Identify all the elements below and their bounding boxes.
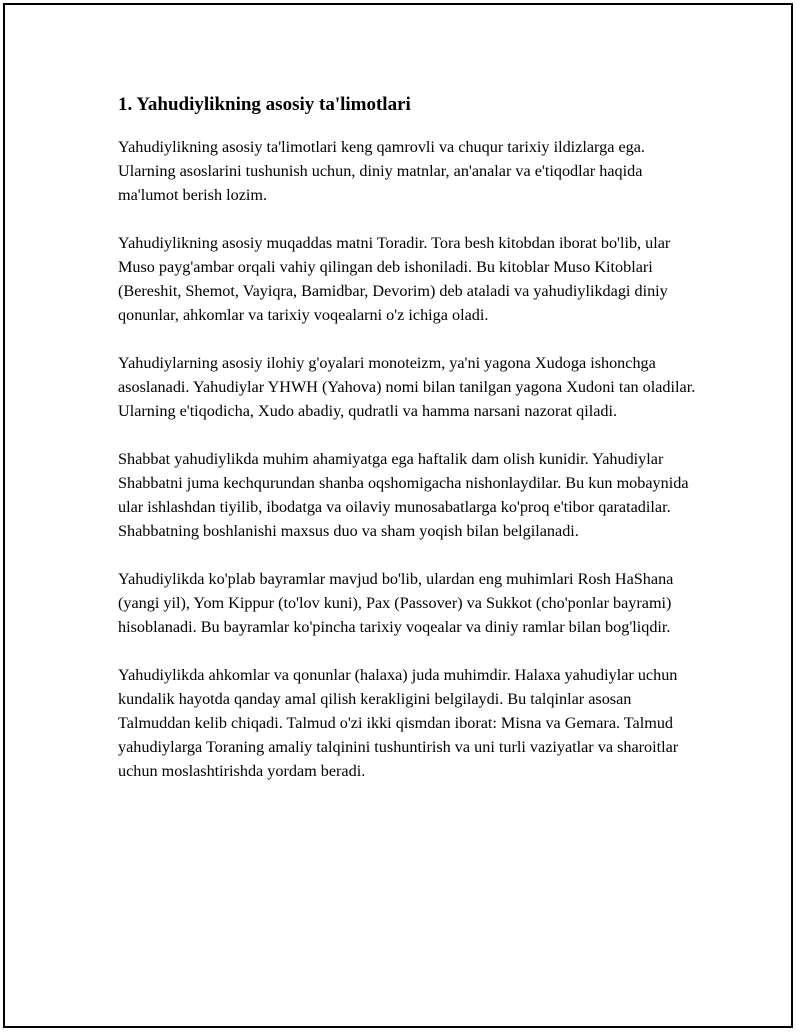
document-body bbox=[118, 92, 698, 807]
paragraph-tora: Yahudiylikning asosiy muqaddas matni Toradir. Tora besh kitobdan iborat bo'lib, ular Muso payg'ambar orqali vahiy qilingan deb ishoniladi. Bu kitoblar Muso Kitoblari (Bereshit, Shemot, Vayiqra, Bamidbar, Devorim) deb ataladi va yahudiylikdagi diniy qonunlar, ahkomlar va tarixiy voqealarni o'z ichiga oladi. bbox=[118, 234, 671, 324]
paragraph-monotheism: Yahudiylarning asosiy ilohiy g'oyalari monoteizm, ya'ni yagona Xudoga ishonchga asoslanadi. Yahudiylar YHWH (Yahova) nomi bilan tanilgan yagona Xudoni tan oladilar. Ularning e'tiqodicha, Xudo abadiy, qudratli va hamma narsani nazorat qiladi. bbox=[118, 354, 696, 420]
paragraph-shabbat: Shabbat yahudiylikda muhim ahamiyatga ega haftalik dam olish kunidir. Yahudiylar Shabbatni juma kechqurundan shanba oqshomigacha nishonlaydilar. Bu kun mobaynida ular ishlashdan tiyilib, ibodatga va oilaviy munosabatlarga ko'proq e'tibor qaratadilar. Shabbatning boshlanishi maxsus duo va sham yoqish bilan belgilanadi. bbox=[118, 450, 689, 540]
paragraph-intro: Yahudiylikning asosiy ta'limotlari keng qamrovli va chuqur tarixiy ildizlarga ega. Ularning asoslarini tushunish uchun, diniy matnlar, an'analar va e'tiqodlar haqida ma'lumot berish lozim. bbox=[118, 138, 645, 204]
paragraph-halakha: Yahudiylikda ahkomlar va qonunlar (halaxa) juda muhimdir. Halaxa yahudiylar uchun kundalik hayotda qanday amal qilish kerakligini belgilaydi. Bu talqinlar asosan Talmuddan kelib chiqadi. Talmud o'zi ikki qismdan iborat: Misna va Gemara. Talmud yahudiylarga Toraning amaliy talqinini tushuntirish va uni turli vaziyatlar va sharoitlar uchun moslashtirishda yordam beradi. bbox=[118, 666, 679, 780]
section-heading: 1. Yahudiylikning asosiy ta'limotlari bbox=[118, 94, 411, 115]
paragraph-holidays: Yahudiylikda ko'plab bayramlar mavjud bo'lib, ulardan eng muhimlari Rosh HaShana (yangi yil), Yom Kippur (to'lov kuni), Pax (Passover) va Sukkot (cho'ponlar bayrami) hisoblanadi. Bu bayramlar ko'pincha tarixiy voqealar va diniy ramlar bilan bog'liqdir. bbox=[118, 570, 674, 636]
